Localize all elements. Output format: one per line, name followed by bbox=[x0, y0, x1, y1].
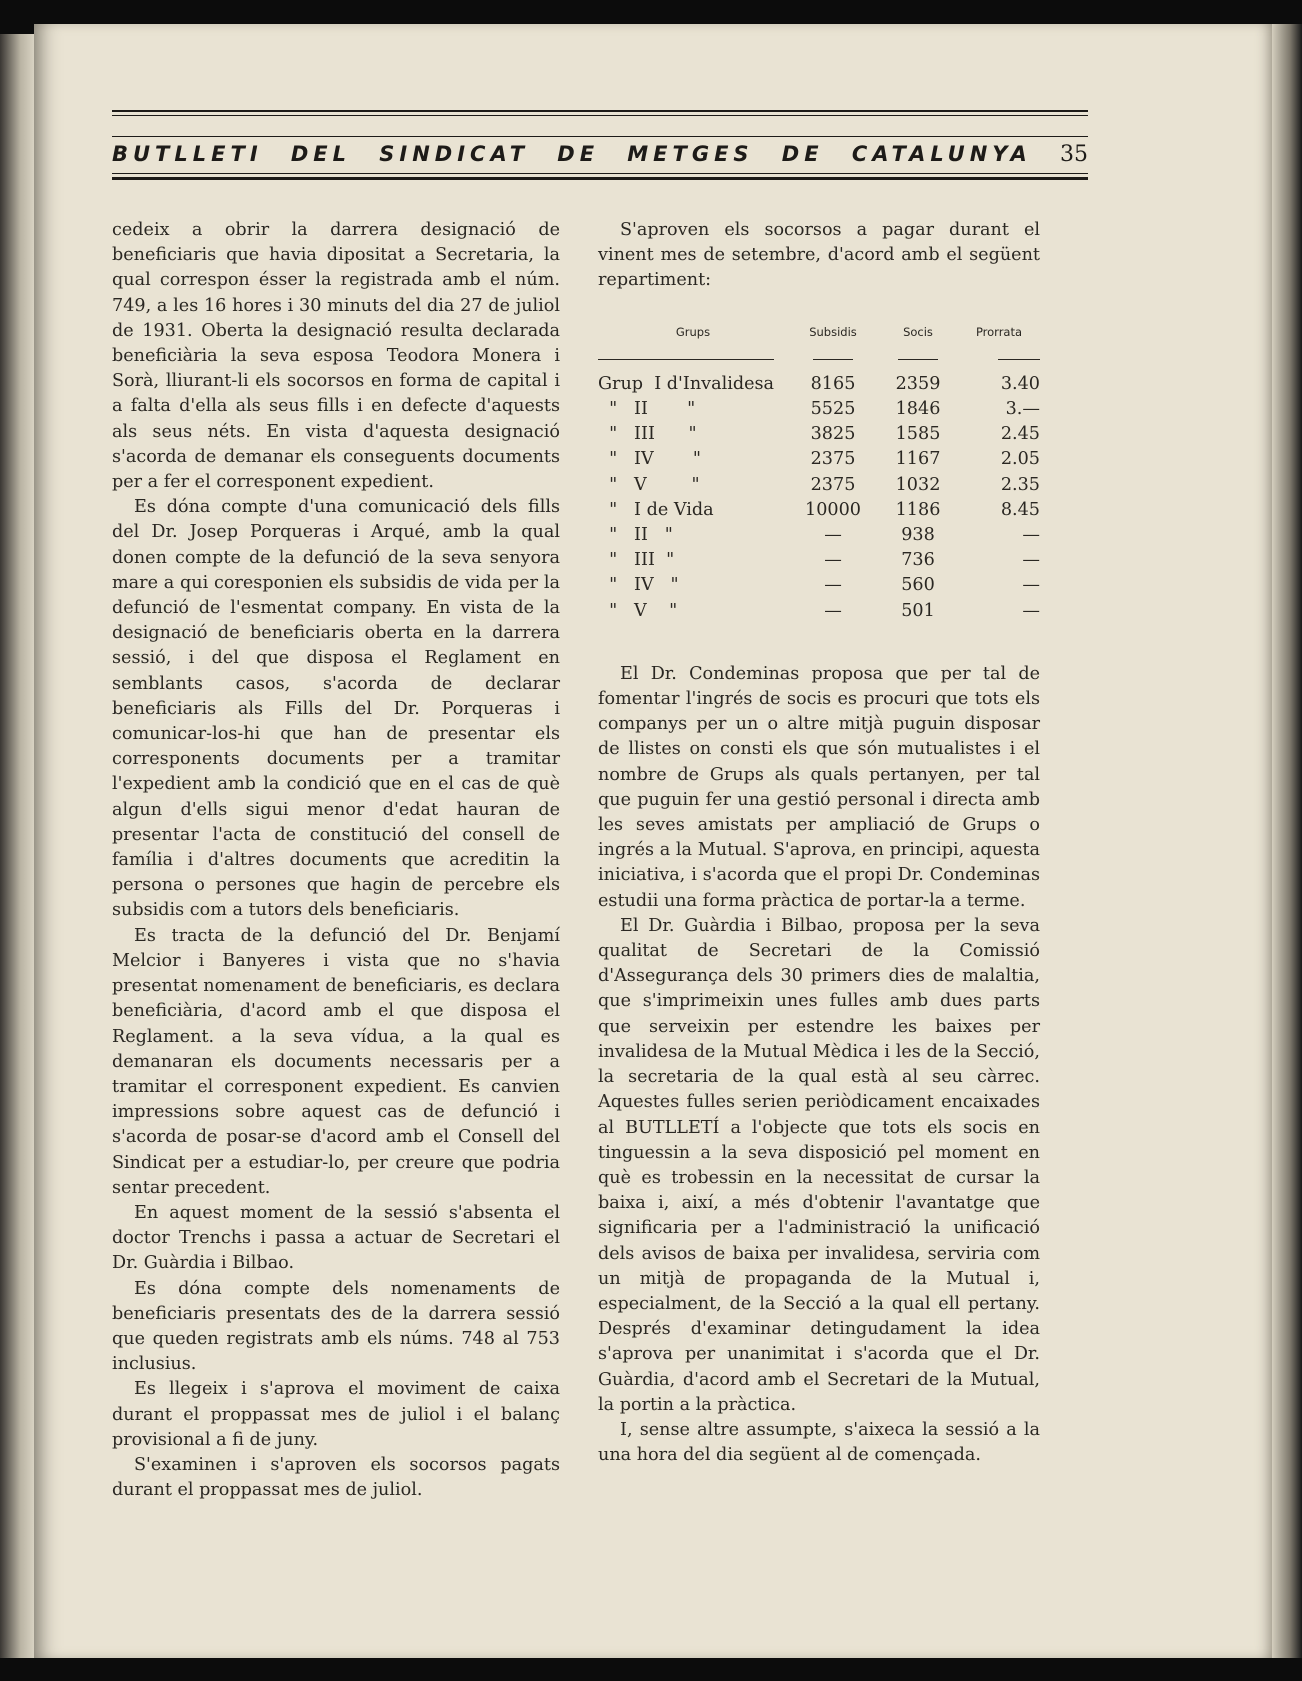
group-name: Grup I d'Invalidesa bbox=[598, 373, 775, 394]
header-rule-bottom-thin bbox=[112, 173, 1088, 174]
group-name: " IV " bbox=[598, 449, 701, 470]
table-intro: S'aproven els socorsos a pagar durant el vinent mes de setembre, d'acord amb el següent repartiment: bbox=[598, 220, 1040, 291]
prorata-value: 3.40 bbox=[1000, 373, 1040, 394]
left-column bbox=[112, 218, 560, 1503]
paragraph: Es dóna compte dels nomenaments de beneficiaris presentats des de la darrera sessió que queden registrats amb els núms. 748 al 753 inclusius. bbox=[112, 1278, 560, 1375]
table-row bbox=[598, 447, 1040, 472]
subsidy-value: — bbox=[824, 600, 842, 621]
subsidy-value: 2375 bbox=[810, 449, 856, 470]
subsidy-value: 2375 bbox=[810, 474, 856, 495]
table-row bbox=[598, 372, 1040, 397]
subsidy-value: — bbox=[824, 550, 842, 571]
header-underline bbox=[598, 359, 774, 372]
prorata-value: 8.45 bbox=[1000, 499, 1040, 520]
title-word: METGES bbox=[627, 142, 754, 166]
table-row bbox=[598, 523, 1040, 548]
running-header bbox=[112, 110, 1088, 182]
prorata-value: 2.35 bbox=[1000, 474, 1040, 495]
prorata-value: — bbox=[1022, 550, 1040, 571]
header-underline bbox=[813, 359, 853, 372]
prorata-value: 2.05 bbox=[1000, 449, 1040, 470]
paragraph: En aquest moment de la sessió s'absenta el doctor Trenchs i passa a actuar de Secretari el Dr. Guàrdia i Bilbao. bbox=[112, 1202, 560, 1274]
table-row bbox=[598, 397, 1040, 422]
paragraph: S'examinen i s'aproven els socorsos pagats durant el proppassat mes de juliol. bbox=[112, 1454, 560, 1501]
column-header: Socis bbox=[903, 324, 933, 339]
title-word: DE bbox=[781, 142, 824, 166]
subsidy-value: 5525 bbox=[810, 399, 856, 420]
subsidy-value: 8165 bbox=[810, 373, 856, 394]
paragraph: El Dr. Guàrdia i Bilbao, proposa per la seva qualitat de Secretari de la Comissió d'Assegurança dels 30 primers dies de malaltia, que s'imprimeixin unes fulles amb dues parts que serveixin per estendre les baixes per invalidesa de la Mutual Mèdica i les de la Secció, la secretaria de la qual està al seu càrrec. Aquestes fulles serien periòdicament encaixades al BUTLLETÍ a l'objecte que tots els socis en tinguessin a la seva disposició pel moment en què es trobessin en la necessitat de cursar la baixa i, així, a més d'obtenir l'avantatge que significaria per a l'administració la unificació dels avisos de baixa per invalidesa, serviria com un mitjà de propaganda de la Mutual i, especialment, de la Secció a la qual ell pertany. Després d'examinar detingudament la idea s'aprova per unanimitat i s'acorda que el Dr. Guàrdia, d'acord amb el Secretari de la Mutual, la portin a la pràctica. bbox=[598, 915, 1040, 1415]
paragraph: I, sense altre assumpte, s'aixeca la sessió a la una hora del dia següent al de començada. bbox=[598, 1419, 1040, 1466]
members-value: 1167 bbox=[895, 449, 941, 470]
members-value: 1186 bbox=[895, 499, 941, 520]
members-value: 938 bbox=[901, 525, 935, 546]
scan-left-margin bbox=[0, 34, 34, 1658]
scan-right-edge bbox=[1272, 24, 1302, 1658]
paragraph: Es llegeix i s'aprova el moviment de caixa durant el proppassat mes de juliol i el balanç provisional a fi de juny. bbox=[112, 1379, 560, 1450]
members-value: 1585 bbox=[895, 424, 941, 445]
group-name: " II " bbox=[598, 525, 673, 546]
prorata-value: — bbox=[1022, 525, 1040, 546]
members-value: 2359 bbox=[895, 373, 941, 394]
page-number: 35 bbox=[1059, 142, 1088, 167]
group-name: " II " bbox=[598, 399, 696, 420]
header-rule-mid bbox=[112, 136, 1088, 137]
members-value: 560 bbox=[901, 575, 935, 596]
journal-title bbox=[112, 142, 1088, 167]
subsidy-value: 10000 bbox=[805, 499, 861, 520]
members-value: 736 bbox=[901, 550, 935, 571]
group-name: " V " bbox=[598, 600, 678, 621]
group-name: " V " bbox=[598, 474, 700, 495]
header-rule-top bbox=[112, 110, 1088, 112]
title-word: CATALUNYA bbox=[851, 142, 1032, 166]
members-value: 1032 bbox=[895, 474, 941, 495]
header-rule-top-thin bbox=[112, 115, 1088, 116]
paragraph: Es tracta de la defunció del Dr. Benjamí Melcior i Banyeres i vista que no s'havia presentat nomenament de beneficiaris, es declara beneficiària, d'acord amb el que disposa el Reglament. a la seva vídua, a la qual es demanaran els documents necessaris per a tramitar el corresponent expedient. Es canvien impressions sobre aquest cas de defunció i s'acorda de posar-se d'acord amb el Consell del Sindicat per a estudiar-lo, per creure que podria sentar precedent. bbox=[112, 925, 560, 1198]
group-name: " I de Vida bbox=[598, 499, 714, 520]
table-row bbox=[598, 573, 1040, 598]
column-header: Prorrata bbox=[975, 324, 1023, 339]
title-word: SINDICAT bbox=[379, 142, 530, 166]
header-underline bbox=[998, 359, 1040, 372]
right-column bbox=[598, 218, 1040, 1468]
title-word: DEL bbox=[290, 142, 352, 166]
title-word: DE bbox=[557, 142, 600, 166]
prorata-value: — bbox=[1022, 575, 1040, 596]
group-name: " III " bbox=[598, 424, 697, 445]
subsidy-value: 3825 bbox=[810, 424, 856, 445]
header-underline bbox=[898, 359, 938, 372]
subsidy-value: — bbox=[824, 575, 842, 596]
prorata-value: 3.— bbox=[1005, 399, 1040, 420]
group-name: " III " bbox=[598, 550, 675, 571]
paragraph: cedeix a obrir la darrera designació de beneficiaris que havia dipositat a Secretaria, la qual correspon ésser la registrada amb el núm. 749, a les 16 hores i 30 minuts del dia 27 de juliol de 1931. Oberta la designació resulta declarada beneficiària la seva esposa Teodora Monera i Sorà, lliurant-li els socorsos en forma de capital i a falta d'ella als seus fills i en defecte d'aquests als seus néts. En vista d'aquesta designació s'acorda de demanar els conseguents documents per a fer el corresponent expedient. bbox=[112, 220, 560, 493]
column-header: Subsidis bbox=[809, 324, 857, 339]
members-value: 1846 bbox=[895, 399, 941, 420]
column-header: Grups bbox=[675, 324, 711, 339]
group-name: " IV " bbox=[598, 575, 679, 596]
members-value: 501 bbox=[901, 600, 935, 621]
prorata-value: 2.45 bbox=[1000, 424, 1040, 445]
header-rule-bottom bbox=[112, 177, 1088, 180]
table-row bbox=[598, 422, 1040, 447]
subsidies-table bbox=[598, 320, 1040, 624]
paragraph: Es dóna compte d'una comunicació dels fills del Dr. Josep Porqueras i Arqué, amb la qual donen compte de la defunció de la seva senyora mare a qui coresponien els subsidis de vida per la defunció de l'esmentat company. En vista de la designació de beneficiaris oberta en la darrera sessió, i del que disposa el Reglament en semblants casos, s'acorda de declarar beneficiaris als Fills del Dr. Porqueras i comunicar-los-hi que han de presentar els corresponents documents per a tramitar l'expedient amb la condició que en el cas de què algun d'ells sigui menor d'edat hauran de presentar l'acta de constitució del consell de família i d'altres documents que acreditin la persona o persones que hagin de percebre els subsidis com a tutors dels beneficiaris. bbox=[112, 497, 560, 921]
table-row bbox=[598, 548, 1040, 573]
table-row bbox=[598, 473, 1040, 498]
title-word: BUTLLETI bbox=[112, 142, 263, 166]
prorata-value: — bbox=[1022, 600, 1040, 621]
paragraph: El Dr. Condeminas proposa que per tal de fomentar l'ingrés de socis es procuri que tots els companys per un o altre mitjà puguin disposar de llistes on consti els que són mutualistes i el nombre de Grups als quals pertanyen, per tal que puguin fer una gestió personal i directa amb les seves amistats per ampliació de Grups o ingrés a la Mutual. S'aprova, en principi, aquesta iniciativa, i s'acorda que el propi Dr. Condeminas estudii una forma pràctica de portar-la a terme. bbox=[598, 663, 1040, 911]
subsidy-value: — bbox=[824, 525, 842, 546]
table-row bbox=[598, 498, 1040, 523]
table-row bbox=[598, 599, 1040, 624]
